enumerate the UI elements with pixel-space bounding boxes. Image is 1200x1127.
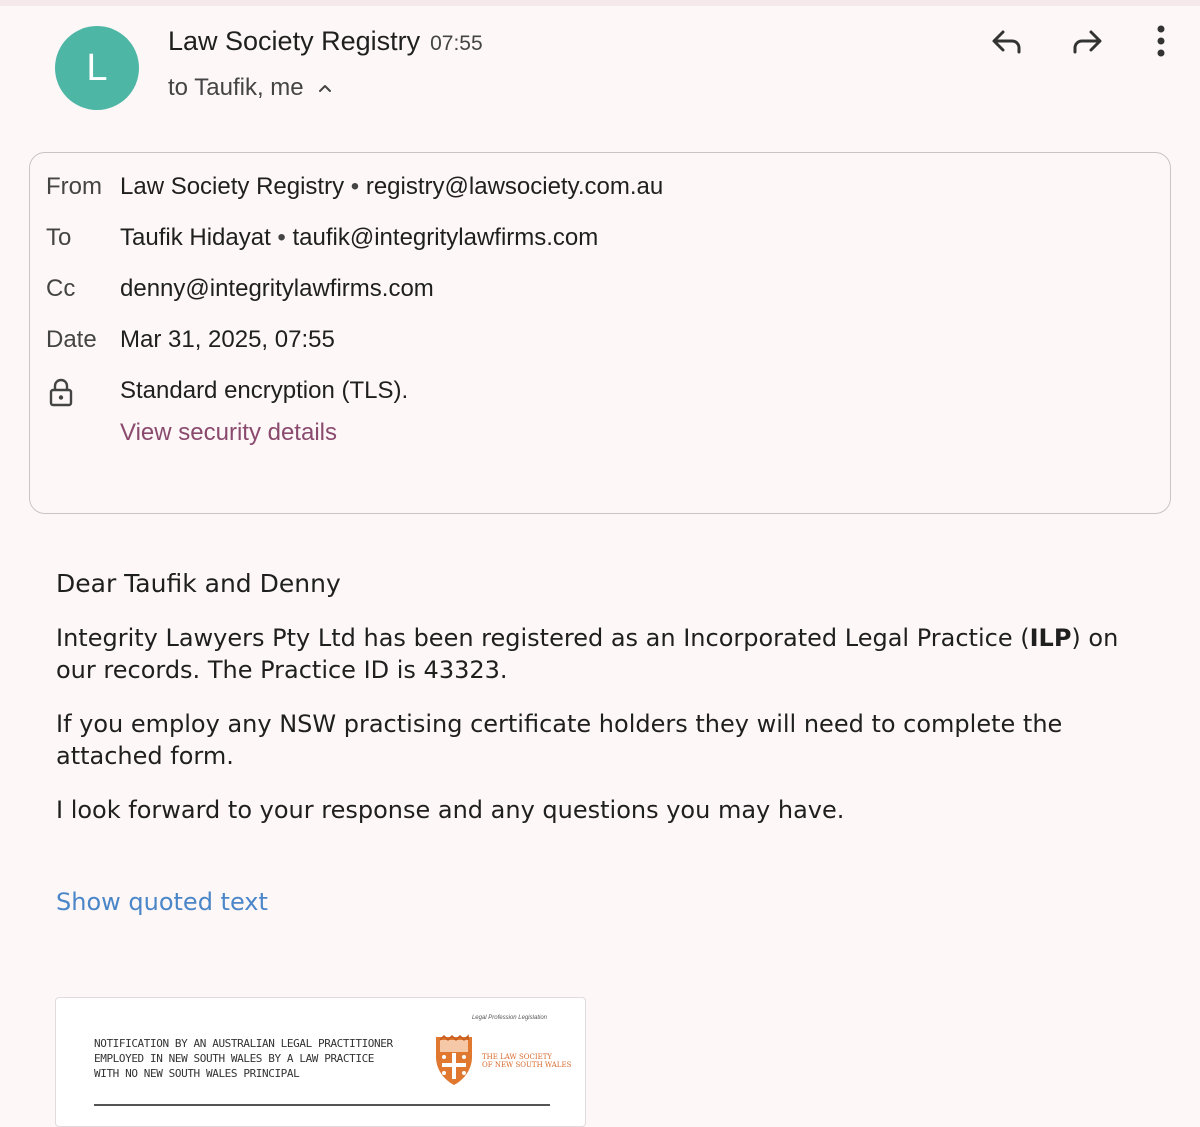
attachment-divider xyxy=(94,1104,550,1106)
recipients-toggle[interactable] xyxy=(168,74,334,102)
date-row xyxy=(46,326,335,354)
forward-button[interactable] xyxy=(1066,20,1110,64)
attachment-org-line: THE LAW SOCIETY xyxy=(482,1053,553,1061)
forward-icon xyxy=(1069,23,1107,61)
cc-label: Cc xyxy=(46,275,76,302)
greeting: Dear Taufik and Denny xyxy=(56,569,341,598)
sender-line xyxy=(168,26,483,57)
encryption-text: Standard encryption (TLS). xyxy=(120,377,409,404)
date-value: Mar 31, 2025, 07:55 xyxy=(120,326,335,353)
body-paragraph-1 xyxy=(56,622,1156,686)
recipients-summary: to Taufik, me xyxy=(168,74,304,101)
message-body xyxy=(56,568,1156,848)
more-options-button[interactable] xyxy=(1139,18,1183,62)
attachment-title xyxy=(94,1036,394,1081)
separator-dot: • xyxy=(350,173,366,200)
to-email: taufik@integritylawfirms.com xyxy=(292,224,599,251)
attachment-title-line: WITH NO NEW SOUTH WALES PRINCIPAL xyxy=(94,1067,300,1080)
p1-text-a: Integrity Lawyers Pty Ltd has been registered as an Incorporated Legal Practice ( xyxy=(56,624,1030,652)
body-paragraph-2: If you employ any NSW practising certificate holders they will need to complete the attached form. xyxy=(56,710,1063,770)
reply-icon xyxy=(987,23,1025,61)
message-time: 07:55 xyxy=(430,32,483,55)
p1-text-b: ) on our records. The Practice ID is 43323. xyxy=(56,624,1119,684)
reply-button[interactable] xyxy=(984,20,1028,64)
attachment-org-line: OF NEW SOUTH WALES xyxy=(482,1061,572,1069)
show-quoted-text-link[interactable]: Show quoted text xyxy=(56,888,268,916)
message-header xyxy=(0,0,1200,130)
separator-dot: • xyxy=(277,224,293,251)
encryption-row xyxy=(120,377,408,405)
from-label: From xyxy=(46,173,102,200)
cc-row xyxy=(46,275,434,303)
to-row xyxy=(46,224,598,252)
sender-name[interactable]: Law Society Registry xyxy=(168,26,421,56)
from-row xyxy=(46,173,663,201)
body-paragraph-3: I look forward to your response and any questions you may have. xyxy=(56,796,845,824)
sender-avatar[interactable]: L xyxy=(55,26,139,110)
more-vert-icon xyxy=(1139,18,1183,62)
attachment-title-line: EMPLOYED IN NEW SOUTH WALES BY A LAW PRACTICE xyxy=(94,1052,375,1065)
from-name: Law Society Registry xyxy=(120,173,345,200)
lock-icon xyxy=(48,377,74,407)
to-value[interactable] xyxy=(120,224,598,252)
from-email: registry@lawsociety.com.au xyxy=(365,173,664,200)
chevron-up-icon xyxy=(316,79,334,97)
from-value[interactable] xyxy=(120,173,663,201)
view-security-details-link[interactable]: View security details xyxy=(120,419,337,446)
date-label: Date xyxy=(46,326,97,353)
to-name: Taufik Hidayat xyxy=(120,224,271,251)
p1-bold: ILP xyxy=(1029,624,1072,652)
to-label: To xyxy=(46,224,72,251)
attachment-title-line: NOTIFICATION BY AN AUSTRALIAN LEGAL PRACTITIONER xyxy=(94,1037,393,1050)
attachment-header-small: Legal Profession Legislation xyxy=(471,1015,547,1021)
cc-email[interactable]: denny@integritylawfirms.com xyxy=(120,275,434,302)
message-details-panel xyxy=(29,152,1171,514)
attachment-preview[interactable] xyxy=(55,997,586,1127)
attachment-org xyxy=(482,1053,571,1069)
law-society-crest-icon xyxy=(430,1031,478,1087)
